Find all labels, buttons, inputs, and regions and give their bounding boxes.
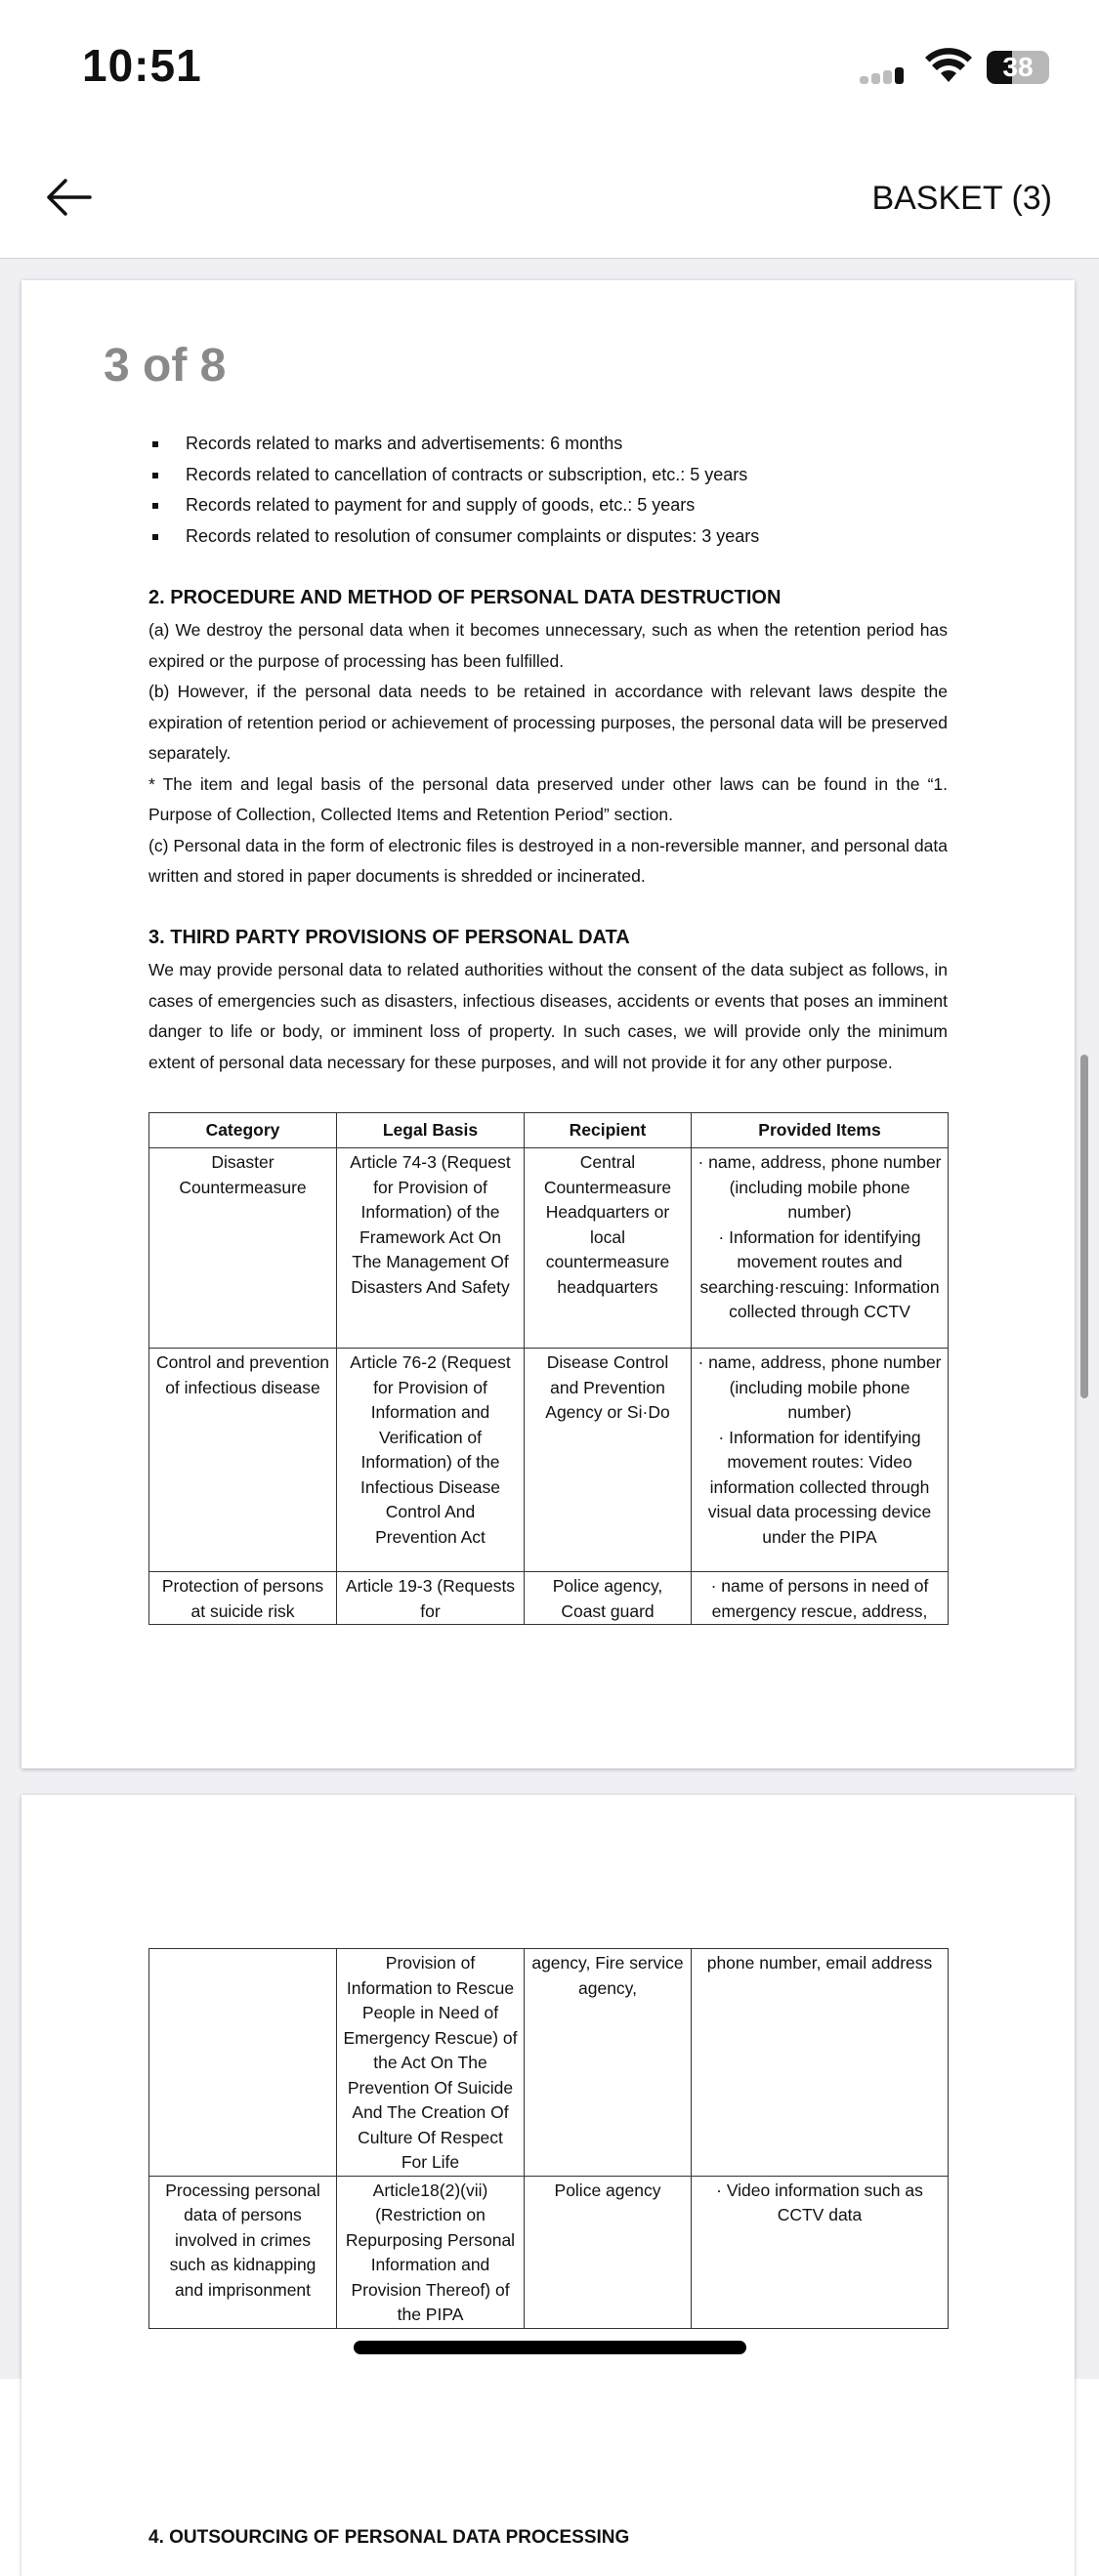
provided-item: · Information for identifying movement routes: Video information collected through visual data processing device under the PIPA [707,1427,932,1547]
table-cell: Control and prevention of infectious disease [149,1349,337,1572]
list-item: Records related to resolution of consumer complaints or disputes: 3 years [186,521,759,553]
section-3-title: 3. THIRD PARTY PROVISIONS OF PERSONAL DATA [148,927,630,948]
table-cell: Central Countermeasure Headquarters or local countermeasure headquarters [525,1148,692,1349]
table-cell: Processing personal data of persons involved in crimes such as kidnapping and imprisonment [149,2176,337,2328]
third-party-table [148,1112,949,1625]
paragraph: We may provide personal data to related authorities without the consent of the data subject as follows, in cases of emergencies such as disasters, infectious diseases, accidents or events that poses an imminent danger to life or body, or imminent loss of property. In such cases, we will provide only the minimum extent of personal data necessary for these purposes, and will not provide it for any other purpose. [148,960,948,1072]
back-arrow-icon[interactable] [45,178,94,217]
table-header: Recipient [525,1113,692,1148]
basket-button[interactable]: BASKET (3) [871,180,1052,217]
provided-item: · name, address, phone number (including mobile phone number) [697,1352,942,1422]
paragraph: * The item and legal basis of the personal data preserved under other laws can be found in the “1. Purpose of Collection, Collected Items and Retention Period” section. [148,773,948,824]
table-row [149,1572,949,1625]
table-cell: Article 74-3 (Request for Provision of Information) of the Framework Act On The Management Of Disasters And Safety [337,1148,525,1349]
table-header-row [149,1113,949,1148]
table-cell: · Video information such as CCTV data [692,2176,949,2328]
scrollbar-thumb[interactable] [1080,1055,1088,1398]
table-cell [692,1148,949,1349]
list-item: Records related to payment for and supply of goods, etc.: 5 years [186,490,759,521]
table-cell: Police agency [525,2176,692,2328]
table-cell: · name of persons in need of emergency rescue, address, [692,1572,949,1625]
retention-list [186,429,759,552]
table-cell: Article18(2)(vii) (Restriction on Repurposing Personal Information and Provision Thereof) of the PIPA [337,2176,525,2328]
table-cell: Police agency, Coast guard [525,1572,692,1625]
list-item: Records related to marks and advertisements: 6 months [186,429,759,460]
battery-level: 38 [1002,52,1034,82]
paragraph: (a) We destroy the personal data when it becomes unnecessary, such as when the retention period has expired or the purpose of processing has been fulfilled. [148,620,948,671]
table-header: Legal Basis [337,1113,525,1148]
paragraph: (c) Personal data in the form of electronic files is destroyed in a non-reversible manner, and personal data written and stored in paper documents is shredded or incinerated. [148,835,948,886]
table-row [149,1949,949,2177]
table-cell [692,1349,949,1572]
status-bar [0,0,1099,137]
table-cell: Provision of Information to Rescue People in Need of Emergency Rescue) of the Act On The Prevention Of Suicide And The Creation Of Culture Of Respect For Life [337,1949,525,2177]
third-party-table-continued [148,1948,949,2329]
document-viewer[interactable] [0,259,1099,2548]
table-cell: Protection of persons at suicide risk [149,1572,337,1625]
page-counter: 3 of 8 [104,340,227,392]
status-time: 10:51 [82,40,202,91]
section-2-title: 2. PROCEDURE AND METHOD OF PERSONAL DATA DESTRUCTION [148,587,782,608]
table-cell: agency, Fire service agency, [525,1949,692,2177]
home-indicator[interactable] [354,2341,746,2354]
table-cell: phone number, email address [692,1949,949,2177]
table-cell: Article 76-2 (Request for Provision of Information and Verification of Information) of the Infectious Disease Control And Prevention Act [337,1349,525,1572]
table-row [149,1148,949,1349]
table-header: Provided Items [692,1113,949,1148]
table-row [149,2176,949,2328]
document-page [21,1795,1075,2576]
table-cell: Article 19-3 (Requests for [337,1572,525,1625]
paragraph: (b) However, if the personal data needs to be retained in accordance with relevant laws despite the expiration of retention period or achievement of processing purposes, the personal data will be preserved separately. [148,682,948,763]
list-item: Records related to cancellation of contracts or subscription, etc.: 5 years [186,460,759,491]
table-cell: Disease Control and Prevention Agency or Si·Do [525,1349,692,1572]
cellular-signal-icon [860,64,914,84]
section-4-title: 4. OUTSOURCING OF PERSONAL DATA PROCESSING [148,2527,630,2548]
wifi-icon [924,49,973,84]
provided-item: · Information for identifying movement routes and searching·rescuing: Information collected through CCTV [699,1226,940,1321]
nav-bar [0,137,1099,259]
table-header: Category [149,1113,337,1148]
table-cell [149,1949,337,2177]
document-page [21,280,1075,1768]
table-row [149,1349,949,1572]
table-cell: Disaster Countermeasure [149,1148,337,1349]
provided-item: · name, address, phone number (including mobile phone number) [697,1152,942,1222]
battery-icon [987,51,1049,84]
